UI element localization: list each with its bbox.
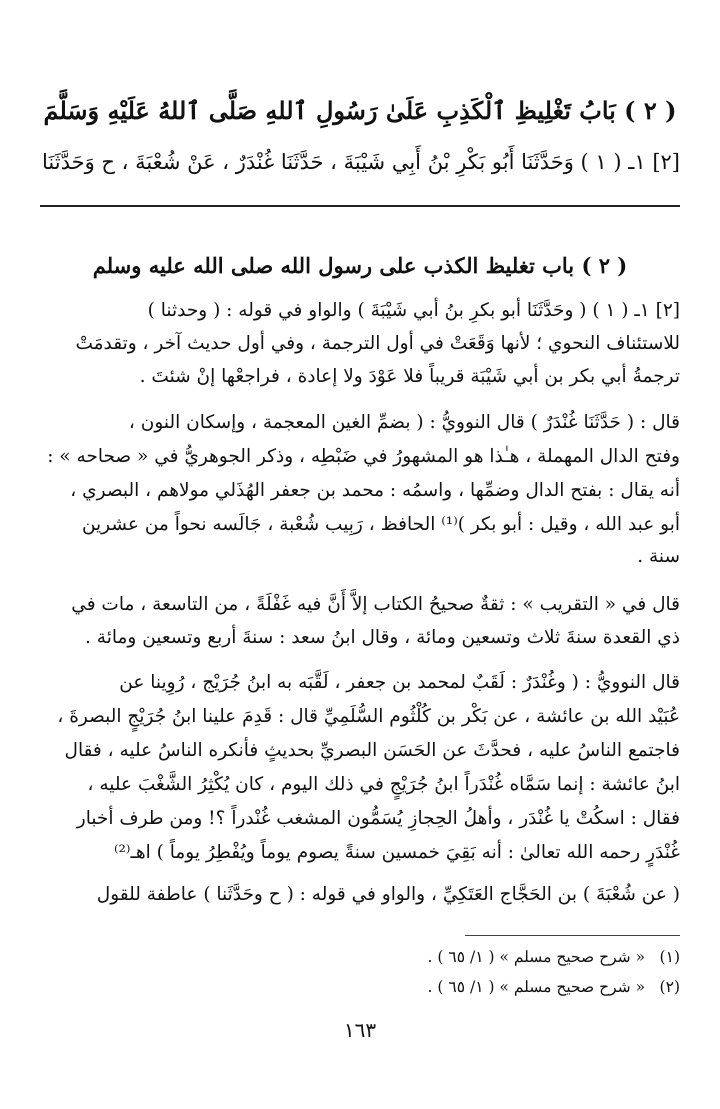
commentary-line: غُنْدَرٍ رحمه الله تعالىٰ : أنه بَقِيَ خمسين سنةً يصوم يوماً ويُفْطِرُ يوماً ) اهـ⁽²⁾ (113, 842, 680, 863)
commentary-line: أنه يقال : بفتح الدال وضمِّها ، واسمُه : محمد بن جعفر الهُذَلي مولاهم ، البصري ، (70, 480, 680, 501)
section-divider (40, 205, 680, 207)
commentary-chapter-title: ( ٢ ) باب تغليظ الكذب على رسول الله صلى الله عليه وسلم (92, 253, 628, 278)
commentary-line: ابنُ عائشة : إنما سَمَّاه غُنْدَراً ابنُ جُرَيْجٍ في ذلك اليوم ، كان يُكْثِرُ الشَّغْبَ عليه ، (87, 774, 680, 795)
commentary-line: عُبَيْد الله بن عائشة ، عن بَكْر بن كُلْثُوم السُّلَمِيِّ قال : قَدِمَ علينا ابنُ جُرَيْجٍ البصرةَ ، (57, 706, 680, 727)
hadith-isnad-line: [٢] ١ـ ( ١ ) وَحَدَّثَنَا أَبُو بَكْرِ بْنُ أَبِي شَيْبَةَ ، حَدَّثَنَا غُنْدَرٌ ، عَنْ شُعْبَةَ ، ح وَحَدَّثَنَا (42, 150, 680, 174)
commentary-line: قال النوويُّ : ( وغُنْدَرٌ : لَقَبٌ لمحمد بن جعفر ، لَقَّبَه به ابنُ جُرَيْج ، رُوِينا عن (119, 672, 680, 693)
commentary-line: ترجمةُ أبي بكر بن أبي شَيْبَة قريباً فلا عَوْدَ ولا إعادة ، فراجعْها إنْ شئتَ . (139, 366, 680, 387)
footnote (40, 948, 680, 966)
commentary-line: قال : ( حَدَّثَنَا غُنْدَرٌ ) قال النوويُّ : ( بضمِّ الغين المعجمة ، وإسكان النون ، (128, 412, 680, 433)
footnote (40, 978, 680, 996)
hadith-chapter-title: ( ٢ ) بَابُ تَغْلِيظِ ٱلْكَذِبِ عَلَىٰ رَسُولِ ٱللهِ صَلَّى ٱللهُ عَلَيْهِ وَسَلَّمَ (43, 96, 677, 125)
commentary-line: فقال : اسكُتْ يا غُنْدَر ، وأهلُ الحِجازِ يُسَمُّون المشغب غُنْدراً ؟! ومن طرف أخبار (76, 808, 680, 829)
commentary-line: فاجتمع الناسُ عليه ، فحدَّثَ عن الحَسَن البصريِّ بحديثٍ فأنكره الناسُ عليه ، فقال (64, 740, 680, 761)
commentary-line: للاستئناف النحوي ؛ لأنها وَقَعَتْ في أول الترجمة ، وفي أول حديث آخر ، وتقدمَتْ (75, 333, 680, 354)
commentary-line: [٢] ١ـ ( ١ ) ( وحَدَّثَنَا أبو بكرِ بنُ أبي شَيْبَةَ ) والواو في قوله : ( وحدثنا ) (147, 300, 680, 321)
commentary-line: وفتح الدال المهملة ، هـٰذا هو المشهورُ في ضَبْطِه ، وذكر الجوهريُّ في « صحاحه » : (47, 446, 680, 467)
commentary-line: سنة . (637, 546, 680, 567)
commentary-line: ذي القعدة سنةَ ثلاث وتسعين ومائة ، وقال ابنُ سعد : سنةَ أربع وتسعين ومائة . (85, 627, 680, 648)
footnote-number: (٢) (659, 978, 680, 996)
commentary-line: ( عن شُعْبَةَ ) بن الحَجَّاج العَتَكِيِّ ، والواو في قوله : ( ح وحَدَّثَنا ) عاطفة للقول (96, 884, 680, 905)
footnote-number: (١) (659, 948, 680, 966)
footnote-separator (465, 935, 680, 936)
commentary-line: قال في « التقريب » : ثقةٌ صحيحُ الكتاب إلاَّ أَنَّ فيه غَفْلَةً ، من التاسعة ، مات في (71, 594, 680, 615)
commentary-line: أبو عبد الله ، وقيل : أبو بكر )⁽¹⁾ الحافظ ، رَبِيب شُعْبة ، جَالَسه نحواً من عشرين (81, 514, 680, 535)
footnote-text: « شرح صحيح مسلم » ( ١/ ٦٥ ) . (427, 948, 646, 966)
page-number: ١٦٣ (343, 1018, 377, 1042)
footnote-text: « شرح صحيح مسلم » ( ١/ ٦٥ ) . (427, 978, 646, 996)
